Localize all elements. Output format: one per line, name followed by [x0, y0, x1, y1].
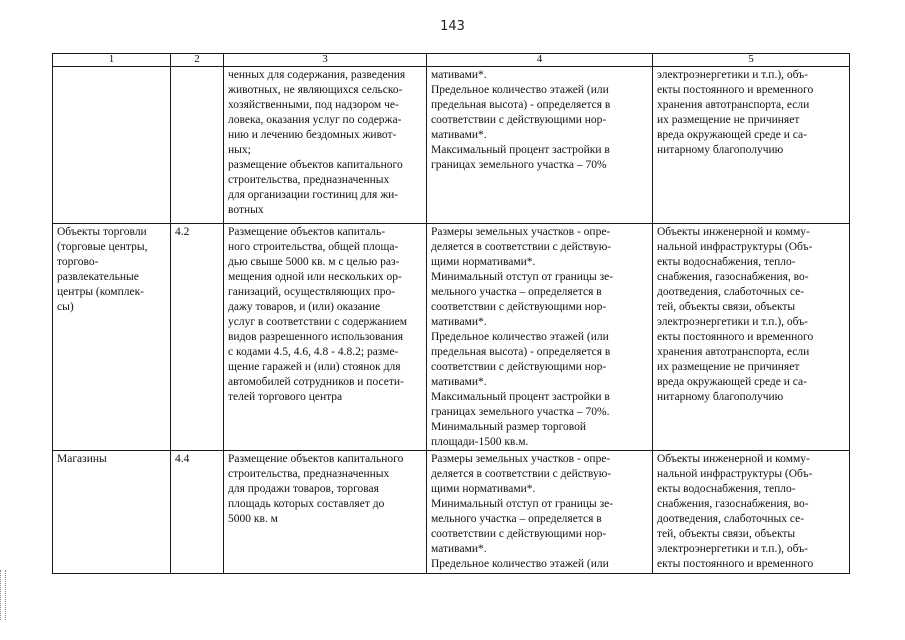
cell-text-line: екты постоянного и временного [657, 558, 814, 570]
cell-text-line: электроэнергетики и т.п.), объ- [657, 543, 808, 555]
cell-text-line: автомобилей сотрудников и посети- [228, 376, 404, 388]
cell-text-line: хранения автотранспорта, если [657, 99, 810, 111]
cell-text-line: телей торгового центра [228, 391, 343, 403]
cell-text-line: предельная высота) - определяется в [431, 346, 611, 358]
cell-text-line: ных; [228, 144, 251, 156]
cell-text-line: Минимальный размер торговой [431, 421, 587, 433]
cell-col5 [653, 451, 850, 574]
cell-text-line: мативами*. [431, 543, 487, 555]
cell-col5 [653, 224, 850, 451]
table-row [53, 67, 850, 224]
cell-text-line: щими нормативами*. [431, 256, 536, 268]
cell-col5 [653, 67, 850, 224]
cell-text-line: нию и лечению бездомных живот- [228, 129, 397, 141]
cell-text-line: ловека, оказания услуг по содержа- [228, 114, 402, 126]
cell-text-line: тей, объекты связи, объекты [657, 301, 796, 313]
cell-text-line: мативами*. [431, 69, 487, 81]
cell-text-line: снабжения, газоснабжения, во- [657, 498, 809, 510]
margin-mark [0, 570, 6, 620]
cell-text-line: площадь которых составляет до [228, 498, 385, 510]
cell-text-line: мативами*. [431, 376, 487, 388]
cell-text-line: развлекательные [57, 271, 139, 283]
cell-col3 [224, 67, 427, 224]
cell-text-line: деляется в соответствии с действую- [431, 468, 612, 480]
cell-text-line: для продажи товаров, торговая [228, 483, 379, 495]
cell-col2-code: 4.4 [171, 451, 224, 574]
cell-text-line: услуг в соответствии с содержанием [228, 316, 408, 328]
cell-col1 [53, 451, 171, 574]
cell-text-line: нальной инфраструктуры (Объ- [657, 468, 813, 480]
cell-col3 [224, 224, 427, 451]
cell-text-line: границах земельного участка – 70% [431, 159, 607, 171]
cell-col2-code [171, 67, 224, 224]
cell-text-line: Магазины [57, 453, 107, 465]
cell-col3 [224, 451, 427, 574]
cell-text-line: мельного участка – определяется в [431, 286, 602, 298]
cell-text-line: сы) [57, 301, 74, 313]
cell-text-line: Объекты инженерной и комму- [657, 453, 810, 465]
cell-text-line: тей, объекты связи, объекты [657, 528, 796, 540]
cell-text-line: (торговые центры, [57, 241, 148, 253]
page-number: 143 [440, 19, 465, 34]
cell-text-line: Размеры земельных участков - опре- [431, 453, 611, 465]
cell-text-line: центры (комплек- [57, 286, 144, 298]
cell-text-line: вотных [228, 204, 264, 216]
cell-col4 [427, 224, 653, 451]
cell-text-line: строительства, предназначенных [228, 468, 390, 480]
header-col-3: 3 [224, 54, 427, 67]
cell-text-line: соответствии с действующими нор- [431, 528, 607, 540]
cell-text-line: щение гаражей и (или) стоянок для [228, 361, 401, 373]
cell-text-line: Объекты торговли [57, 226, 147, 238]
cell-text-line: дью свыше 5000 кв. м с целью раз- [228, 256, 400, 268]
cell-text-line: 5000 кв. м [228, 513, 278, 525]
cell-text-line: нитарному благополучию [657, 391, 784, 403]
cell-text-line: екты постоянного и временного [657, 331, 814, 343]
cell-text-line: екты водоснабжения, тепло- [657, 483, 796, 495]
cell-text-line: Предельное количество этажей (или [431, 331, 609, 343]
cell-text-line: нальной инфраструктуры (Объ- [657, 241, 813, 253]
cell-text-line: мативами*. [431, 129, 487, 141]
cell-text-line: соответствии с действующими нор- [431, 301, 607, 313]
cell-text-line: Размещение объектов капиталь- [228, 226, 386, 238]
cell-text-line: доотведения, слаботочных се- [657, 286, 805, 298]
cell-text-line: электроэнергетики и т.п.), объ- [657, 69, 808, 81]
cell-text-line: щими нормативами*. [431, 483, 536, 495]
table-header-row [53, 54, 850, 67]
cell-text-line: границах земельного участка – 70%. [431, 406, 610, 418]
cell-text-line: с кодами 4.5, 4.6, 4.8 - 4.8.2; разме- [228, 346, 399, 358]
cell-text-line: их размещение не причиняет [657, 114, 800, 126]
cell-text-line: строительства, предназначенных [228, 174, 390, 186]
cell-text-line: мельного участка – определяется в [431, 513, 602, 525]
cell-text-line: дажу товаров, и (или) оказание [228, 301, 381, 313]
cell-text-line: электроэнергетики и т.п.), объ- [657, 316, 808, 328]
cell-text-line: Минимальный отступ от границы зе- [431, 271, 614, 283]
cell-col4 [427, 67, 653, 224]
header-col-4: 4 [427, 54, 653, 67]
table-row [53, 224, 850, 451]
cell-text-line: хранения автотранспорта, если [657, 346, 810, 358]
cell-col1 [53, 67, 171, 224]
cell-text-line: Максимальный процент застройки в [431, 391, 610, 403]
cell-text-line: хозяйственными, под надзором че- [228, 99, 399, 111]
cell-text-line: Максимальный процент застройки в [431, 144, 610, 156]
cell-text-line: ного строительства, общей площа- [228, 241, 399, 253]
cell-text-line: предельная высота) - определяется в [431, 99, 611, 111]
zoning-regulations-table [52, 53, 850, 574]
cell-text-line: вреда окружающей среде и са- [657, 129, 807, 141]
cell-text-line: екты водоснабжения, тепло- [657, 256, 796, 268]
cell-text-line: вреда окружающей среде и са- [657, 376, 807, 388]
cell-text-line: Объекты инженерной и комму- [657, 226, 810, 238]
cell-text-line: соответствии с действующими нор- [431, 361, 607, 373]
cell-col1 [53, 224, 171, 451]
cell-text-line: Размеры земельных участков - опре- [431, 226, 611, 238]
cell-text-line: их размещение не причиняет [657, 361, 800, 373]
cell-text-line: Размещение объектов капитального [228, 453, 404, 465]
cell-text-line: деляется в соответствии с действую- [431, 241, 612, 253]
cell-text-line: мативами*. [431, 316, 487, 328]
cell-text-line: мещения одной или нескольких ор- [228, 271, 402, 283]
cell-text-line: соответствии с действующими нор- [431, 114, 607, 126]
header-col-2: 2 [171, 54, 224, 67]
header-col-1: 1 [53, 54, 171, 67]
cell-text-line: животных, не являющихся сельско- [228, 84, 403, 96]
cell-text-line: Предельное количество этажей (или [431, 84, 609, 96]
cell-text-line: нитарному благополучию [657, 144, 784, 156]
cell-text-line: размещение объектов капитального [228, 159, 403, 171]
cell-text-line: ганизаций, осуществляющих про- [228, 286, 396, 298]
cell-text-line: Предельное количество этажей (или [431, 558, 609, 570]
table-row [53, 451, 850, 574]
header-col-5: 5 [653, 54, 850, 67]
cell-text-line: екты постоянного и временного [657, 84, 814, 96]
cell-text-line: ченных для содержания, разведения [228, 69, 406, 81]
cell-text-line: видов разрешенного использования [228, 331, 404, 343]
cell-text-line: доотведения, слаботочных се- [657, 513, 805, 525]
cell-col2-code: 4.2 [171, 224, 224, 451]
cell-text-line: для организации гостиниц для жи- [228, 189, 399, 201]
cell-text-line: торгово- [57, 256, 99, 268]
cell-text-line: снабжения, газоснабжения, во- [657, 271, 809, 283]
cell-col4 [427, 451, 653, 574]
cell-text-line: Минимальный отступ от границы зе- [431, 498, 614, 510]
cell-text-line: площади-1500 кв.м. [431, 436, 529, 448]
